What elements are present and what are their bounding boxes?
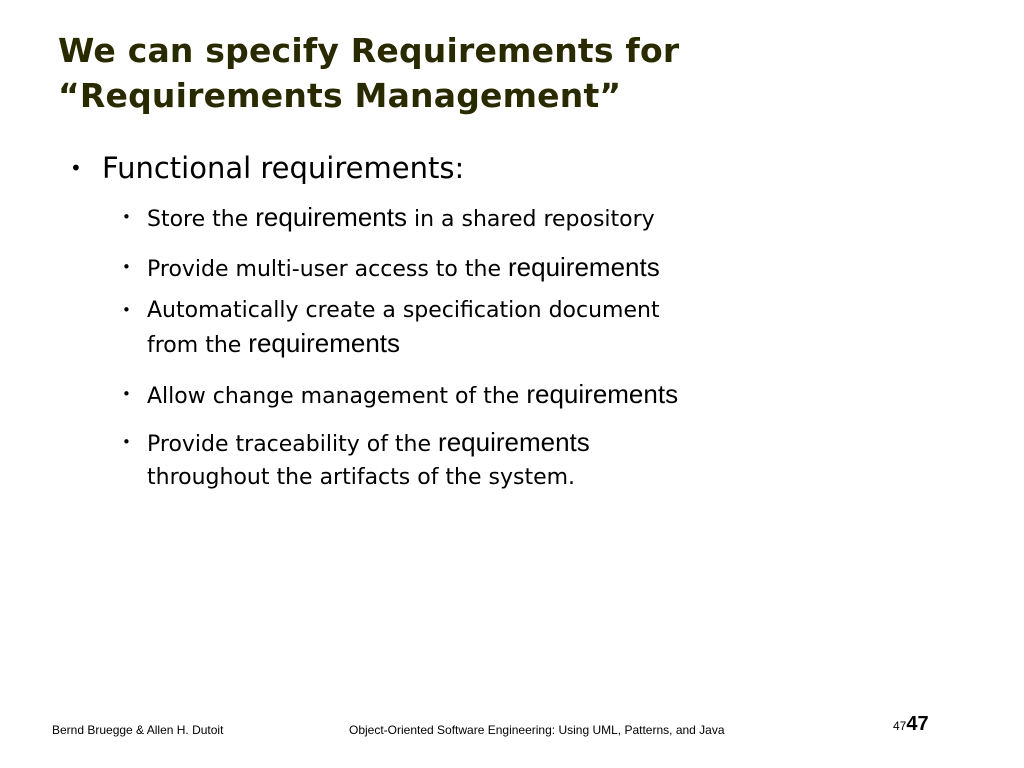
sub-bullet-text: Automatically create a specification document from the requirements: [147, 298, 660, 358]
page-number-big: 47: [906, 713, 929, 735]
footer-book-title: Object-Oriented Software Engineering: Using UML, Patterns, and Java: [349, 723, 725, 737]
bullet-dot-icon: •: [122, 385, 131, 403]
slide-title-line-2: “Requirements Management”: [58, 76, 622, 115]
keyword-requirements: requirements: [438, 427, 590, 457]
bullet-text: Functional requirements:: [102, 151, 465, 185]
bullet-dot-icon: •: [122, 208, 131, 226]
bullet-dot-icon: •: [122, 301, 131, 319]
sub-bullet-text: Allow change management of the requirements: [147, 379, 679, 409]
keyword-requirements: requirements: [255, 202, 407, 232]
footer-authors: Bernd Bruegge & Allen H. Dutoit: [52, 723, 224, 737]
sub-bullet-text: Provide multi-user access to the requirements: [147, 252, 660, 282]
slide-title: [58, 28, 998, 118]
bullet-dot-icon: •: [122, 258, 131, 276]
sub-bullet-text: Provide traceability of the requirements throughout the artifacts of the system.: [147, 427, 590, 490]
sub-bullet-text: Store the requirements in a shared repository: [147, 202, 655, 232]
page-number-small: 47: [893, 719, 907, 733]
keyword-requirements: requirements: [526, 379, 679, 409]
keyword-requirements: requirements: [248, 328, 401, 358]
footer-page-number: [893, 713, 929, 735]
slide-title-line-1: We can specify Requirements for: [58, 31, 680, 70]
bullet-dot-icon: •: [70, 156, 82, 180]
keyword-requirements: requirements: [507, 252, 660, 282]
bullet-dot-icon: •: [122, 433, 131, 451]
